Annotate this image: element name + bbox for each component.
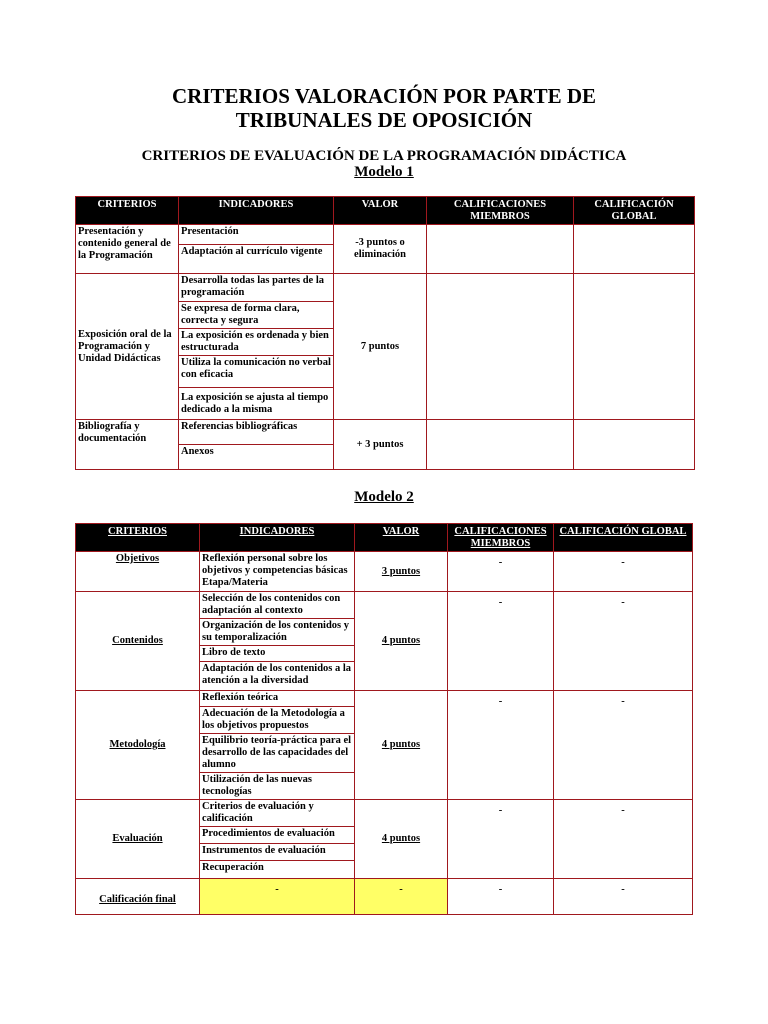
header-calificaciones-miembros: CALIFICACIONES MIEMBROS	[427, 197, 574, 225]
modelo-2-table	[75, 523, 693, 915]
indicador-cell: Libro de texto	[200, 646, 355, 662]
global-cell[interactable]: -	[554, 592, 693, 691]
valor-cell: 3 puntos	[355, 552, 448, 592]
valor-cell: 4 puntos	[355, 592, 448, 691]
indicador-cell: Adecuación de la Metodología a los objetivos propuestos	[200, 707, 355, 734]
criterio-cell: Bibliografía y documentación	[76, 420, 179, 470]
indicador-cell: Procedimientos de evaluación	[200, 827, 355, 844]
criterio-cell: Evaluación	[76, 800, 200, 879]
header-indicadores: INDICADORES	[179, 197, 334, 225]
indicador-cell: Equilibrio teoría-práctica para el desarrollo de las capacidades del alumno	[200, 734, 355, 773]
indicador-cell: Desarrolla todas las partes de la programación	[179, 274, 334, 302]
valor-cell: + 3 puntos	[334, 420, 427, 470]
title-line-1: CRITERIOS VALORACIÓN POR PARTE DE	[172, 84, 596, 108]
indicador-cell: Adaptación al currículo vigente	[179, 245, 334, 274]
final-valor-cell[interactable]: -	[355, 879, 448, 915]
criterio-cell: Metodología	[76, 691, 200, 800]
header-calificaciones-miembros: CALIFICACIONES MIEMBROS	[448, 524, 554, 552]
indicador-cell: Reflexión teórica	[200, 691, 355, 707]
calificacion-final-label: Calificación final	[76, 879, 200, 915]
modelo-2-heading: Modelo 2	[354, 489, 414, 505]
header-valor: VALOR	[355, 524, 448, 552]
indicador-cell: La exposición se ajusta al tiempo dedicado a la misma	[179, 388, 334, 420]
final-global-cell[interactable]: -	[554, 879, 693, 915]
indicador-cell: Referencias bibliográficas	[179, 420, 334, 445]
global-cell[interactable]	[574, 225, 695, 274]
global-cell[interactable]: -	[554, 552, 693, 592]
indicador-cell: Recuperación	[200, 861, 355, 879]
criterio-cell: Presentación y contenido general de la Programación	[76, 225, 179, 274]
criterio-cell: Contenidos	[76, 592, 200, 691]
criterio-cell: Objetivos	[76, 552, 200, 592]
title-line-2: TRIBUNALES DE OPOSICIÓN	[235, 108, 533, 132]
indicador-cell: La exposición es ordenada y bien estructurada	[179, 329, 334, 356]
indicador-cell: Instrumentos de evaluación	[200, 844, 355, 861]
miembros-cell[interactable]: -	[448, 592, 554, 691]
miembros-cell[interactable]: -	[448, 552, 554, 592]
global-cell[interactable]	[574, 274, 695, 420]
header-calificacion-global: CALIFICACIÓN GLOBAL	[554, 524, 693, 552]
global-cell[interactable]: -	[554, 691, 693, 800]
indicador-cell: Se expresa de forma clara, correcta y segura	[179, 302, 334, 329]
indicador-cell: Utilización de las nuevas tecnologías	[200, 773, 355, 800]
indicador-cell: Organización de los contenidos y su temporalización	[200, 619, 355, 646]
indicador-cell: Adaptación de los contenidos a la atención a la diversidad	[200, 662, 355, 691]
modelo-1-heading: Modelo 1	[354, 164, 414, 180]
header-indicadores: INDICADORES	[200, 524, 355, 552]
document-subtitle: CRITERIOS DE EVALUACIÓN DE LA PROGRAMACIÓN DIDÁCTICA	[141, 148, 627, 164]
modelo-1-table	[75, 196, 695, 470]
miembros-cell[interactable]	[427, 420, 574, 470]
header-criterios: CRITERIOS	[76, 197, 179, 225]
miembros-cell[interactable]	[427, 225, 574, 274]
global-cell[interactable]: -	[554, 800, 693, 879]
indicador-cell: Reflexión personal sobre los objetivos y competencias básicas Etapa/Materia	[200, 552, 355, 592]
valor-cell: 7 puntos	[334, 274, 427, 420]
miembros-cell[interactable]: -	[448, 800, 554, 879]
indicador-cell: Utiliza la comunicación no verbal con eficacia	[179, 356, 334, 388]
header-calificacion-global: CALIFICACIÓN GLOBAL	[574, 197, 695, 225]
header-criterios: CRITERIOS	[76, 524, 200, 552]
valor-cell: 4 puntos	[355, 800, 448, 879]
miembros-cell[interactable]: -	[448, 691, 554, 800]
indicador-cell: Criterios de evaluación y calificación	[200, 800, 355, 827]
criterio-cell: Exposición oral de la Programación y Unidad Didácticas	[76, 274, 179, 420]
indicador-cell: Anexos	[179, 445, 334, 470]
global-cell[interactable]	[574, 420, 695, 470]
miembros-cell[interactable]	[427, 274, 574, 420]
final-miembros-cell[interactable]: -	[448, 879, 554, 915]
indicador-cell: Selección de los contenidos con adaptación al contexto	[200, 592, 355, 619]
valor-cell: -3 puntos o eliminación	[334, 225, 427, 274]
header-valor: VALOR	[334, 197, 427, 225]
valor-cell: 4 puntos	[355, 691, 448, 800]
indicador-cell: Presentación	[179, 225, 334, 245]
final-indicadores-cell[interactable]: -	[200, 879, 355, 915]
document-title	[0, 84, 768, 132]
